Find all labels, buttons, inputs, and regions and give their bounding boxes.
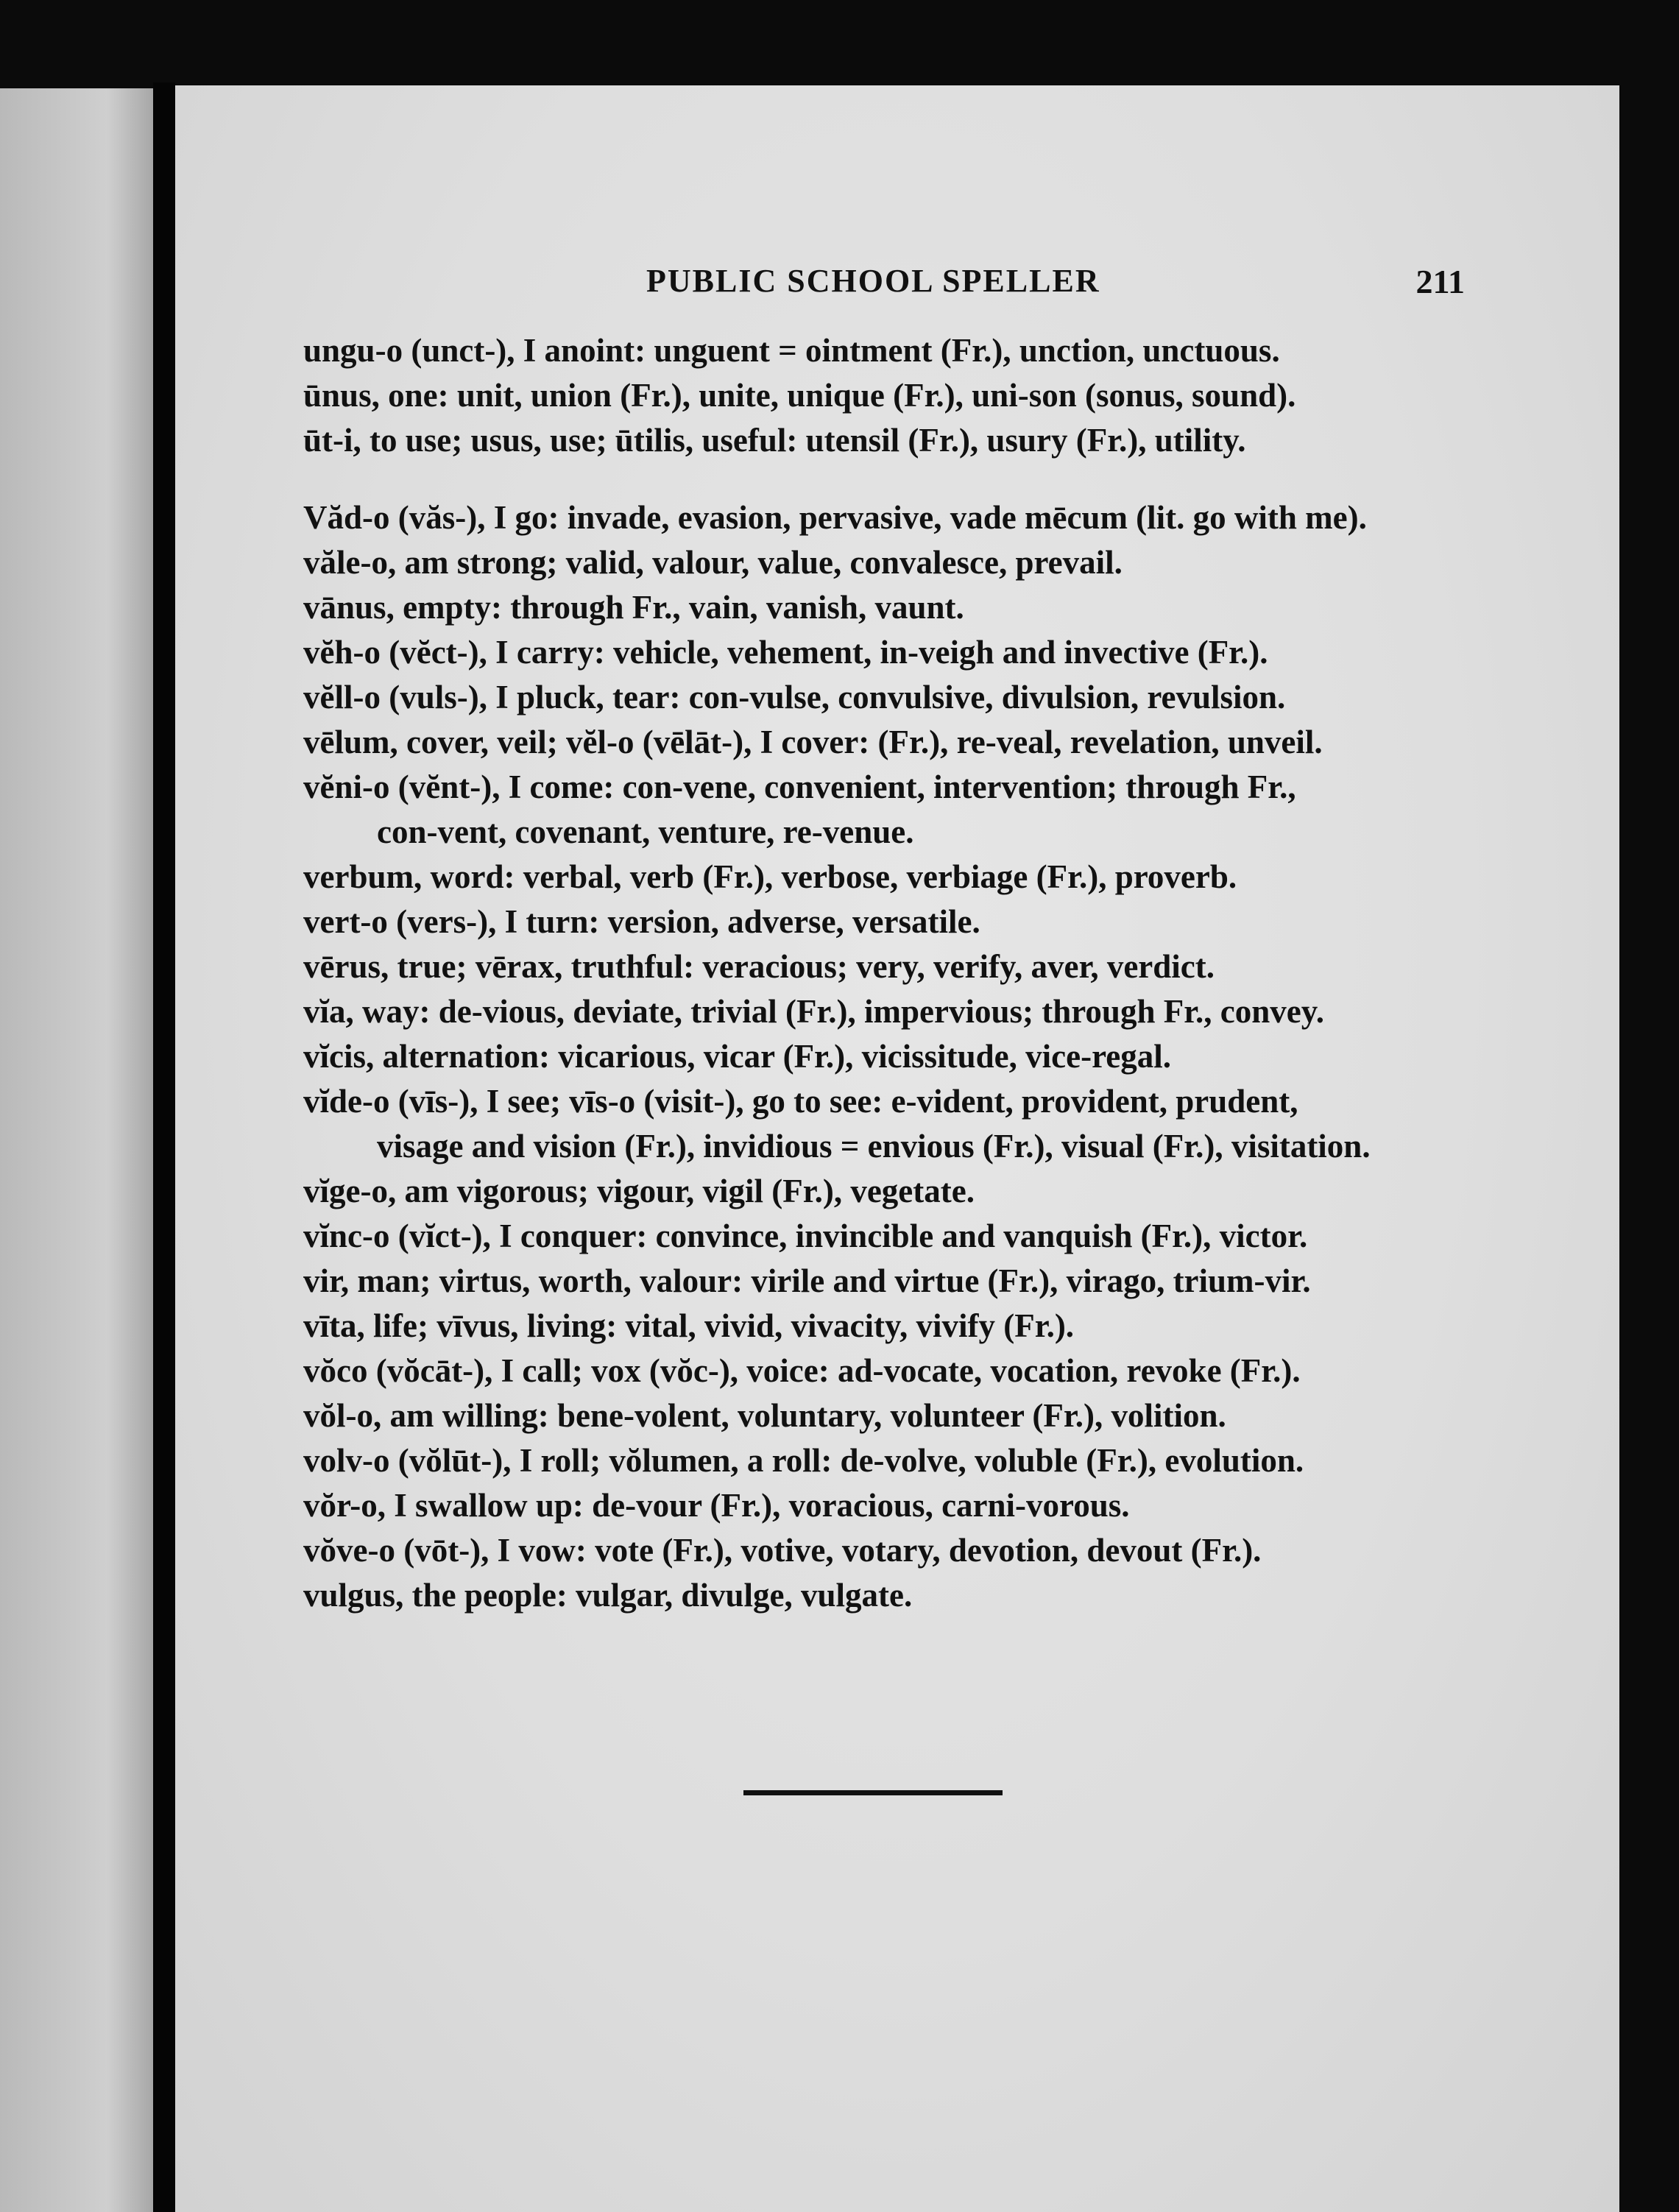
entry-vor-o: vŏr-o, I swallow up: de-vour (Fr.), voracious, carni-vorous. xyxy=(303,1487,1130,1524)
entry-ut-i: ūt-i, to use; usus, use; ūtilis, useful: utensil (Fr.), usury (Fr.), utility. xyxy=(303,422,1246,459)
entry-vol-o: vŏl-o, am willing: bene-volent, voluntary, volunteer (Fr.), volition. xyxy=(303,1397,1226,1434)
entry-ungu-o: ungu-o (unct-), I anoint: unguent = ointment (Fr.), unction, unctuous. xyxy=(303,332,1280,369)
entry-vige-o: vĭge-o, am vigorous; vigour, vigil (Fr.), vegetate. xyxy=(303,1173,975,1209)
facing-page-edge xyxy=(0,88,153,2212)
entry-vell-o: vĕll-o (vuls-), I pluck, tear: con-vulse, convulsive, divulsion, revulsion. xyxy=(303,679,1286,715)
entry-vulgus: vulgus, the people: vulgar, divulge, vulgate. xyxy=(303,1577,913,1614)
entry-vita: vīta, life; vīvus, living: vital, vivid, vivacity, vivify (Fr.). xyxy=(303,1307,1075,1344)
page-header xyxy=(462,184,1465,300)
entry-vad-o: Văd-o (văs-), I go: invade, evasion, pervasive, vade mēcum (lit. go with me). xyxy=(303,499,1367,536)
entry-vove-o: vŏve-o (vōt-), I vow: vote (Fr.), votive, votary, devotion, devout (Fr.). xyxy=(303,1532,1262,1569)
entry-voco: vŏco (vŏcāt-), I call; vox (vŏc-), voice: ad-vocate, vocation, revoke (Fr.). xyxy=(303,1352,1301,1389)
entry-vir: vir, man; virtus, worth, valour: virile and virtue (Fr.), virago, trium-vir. xyxy=(303,1262,1311,1299)
entry-vanus: vānus, empty: through Fr., vain, vanish, vaunt. xyxy=(303,589,964,626)
entry-veni-o: vĕni-o (vĕnt-), I come: con-vene, convenient, intervention; through Fr., xyxy=(303,768,1296,805)
entry-vide-o: vĭde-o (vīs-), I see; vīs-o (visit-), go to see: e-vident, provident, prudent, xyxy=(303,1083,1298,1120)
entry-velum: vēlum, cover, veil; vĕl-o (vēlāt-), I cover: (Fr.), re-veal, revelation, unveil. xyxy=(303,724,1323,760)
word-list xyxy=(303,328,1466,1618)
page-number: 211 xyxy=(1415,263,1465,300)
entry-vale-o: văle-o, am strong; valid, valour, value, convalesce, prevail. xyxy=(303,544,1123,581)
entry-vicis: vĭcis, alternation: vicarious, vicar (Fr.), vicissitude, vice-regal. xyxy=(303,1038,1171,1075)
running-title: PUBLIC SCHOOL SPELLER xyxy=(646,263,1100,299)
entry-vide-o-continuation: visage and vision (Fr.), invidious = envious (Fr.), visual (Fr.), visitation. xyxy=(377,1128,1371,1165)
entry-unus: ūnus, one: unit, union (Fr.), unite, unique (Fr.), uni-son (sonus, sound). xyxy=(303,377,1296,414)
entry-verus: vērus, true; vērax, truthful: veracious; very, verify, aver, verdict. xyxy=(303,948,1215,985)
entry-verbum: verbum, word: verbal, verb (Fr.), verbose, verbiage (Fr.), proverb. xyxy=(303,858,1237,895)
book-spine xyxy=(153,82,175,2212)
entry-veni-o-continuation: con-vent, covenant, venture, re-venue. xyxy=(377,813,914,850)
entry-vert-o: vert-o (vers-), I turn: version, adverse, versatile. xyxy=(303,903,980,940)
entry-volv-o: volv-o (vŏlūt-), I roll; vŏlumen, a roll: de-volve, voluble (Fr.), evolution. xyxy=(303,1442,1304,1479)
entry-vinc-o: vĭnc-o (vĭct-), I conquer: convince, invincible and vanquish (Fr.), victor. xyxy=(303,1218,1308,1254)
entry-via: vĭa, way: de-vious, deviate, trivial (Fr.), impervious; through Fr., convey. xyxy=(303,993,1325,1030)
entry-veh-o: vĕh-o (vĕct-), I carry: vehicle, vehement, in-veigh and invective (Fr.). xyxy=(303,634,1268,671)
end-rule xyxy=(743,1790,1003,1795)
